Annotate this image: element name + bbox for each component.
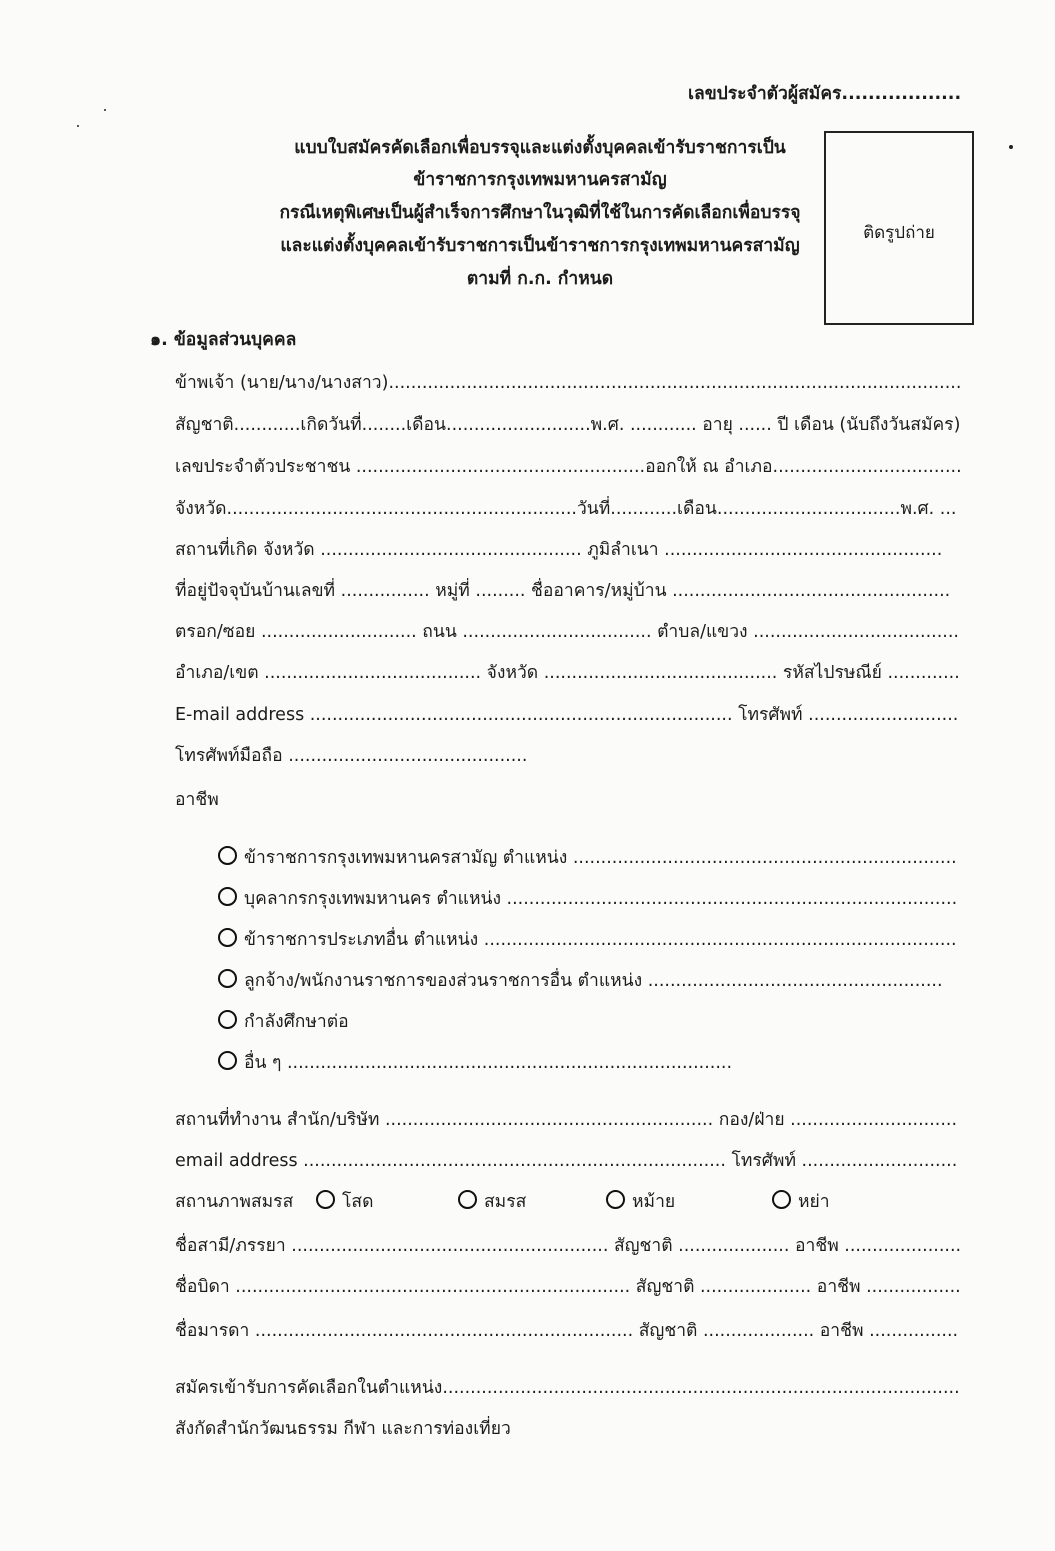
- radio-circle-icon[interactable]: [606, 1190, 625, 1209]
- address-line[interactable]: ที่อยู่ปัจจุบันบ้านเลขที่ ................ หมู่ที่ ......... ชื่ออาคาร/หมู่บ้าน ..................................................: [175, 581, 951, 601]
- radio-circle-icon[interactable]: [218, 887, 237, 906]
- radio-circle-icon[interactable]: [458, 1190, 477, 1209]
- apply-position-line[interactable]: สมัครเข้ารับการคัดเลือกในตำแหน่ง.............................................................................................: [175, 1378, 960, 1398]
- section-heading: ๑. ข้อมูลส่วนบุคคล: [150, 330, 297, 350]
- applicant-id-line: เลขประจำตัวผู้สมัคร..................: [688, 84, 962, 104]
- scan-speck: [1009, 145, 1013, 149]
- affiliation-line: สังกัดสำนักวัฒนธรรม กีฬา และการท่องเที่ยว: [175, 1419, 511, 1439]
- id-card-line[interactable]: เลขประจำตัวประชาชน ....................................................ออกให้ ณ อำเภอ..................................: [175, 457, 962, 477]
- radio-circle-icon[interactable]: [218, 846, 237, 865]
- occupation-option-bma-personnel[interactable]: บุคลากรกรุงเทพมหานคร ตำแหน่ง .................................................................................: [218, 887, 957, 910]
- occupation-option-other[interactable]: อื่น ๆ ................................................................................: [218, 1051, 732, 1074]
- district-line[interactable]: อำเภอ/เขต ....................................... จังหวัด .......................................... รหัสไปรษณีย์ .............: [175, 663, 960, 683]
- name-line[interactable]: ข้าพเจ้า (นาย/นาง/นางสาว).......................................................................................................: [175, 373, 962, 393]
- spouse-line[interactable]: ชื่อสามี/ภรรยา ......................................................... สัญชาติ .................... อาชีพ .....................: [175, 1236, 962, 1256]
- occupation-label: อาชีพ: [175, 790, 219, 810]
- radio-circle-icon[interactable]: [772, 1190, 791, 1209]
- occupation-option-other-civil-servant[interactable]: ข้าราชการประเภทอื่น ตำแหน่ง .....................................................................................: [218, 928, 957, 951]
- occupation-option-student[interactable]: กำลังศึกษาต่อ: [218, 1010, 349, 1033]
- father-line[interactable]: ชื่อบิดา ....................................................................... สัญชาติ .................... อาชีพ .................: [175, 1277, 961, 1297]
- birth-line[interactable]: สัญชาติ............เกิดวันที่........เดือน..........................พ.ศ. ............ อายุ ...... ปี เดือน (นับถึงวันสมัคร): [175, 415, 961, 435]
- marital-status-label: สถานภาพสมรส: [175, 1192, 294, 1212]
- photo-box: [824, 131, 974, 325]
- scan-speck: [77, 125, 79, 127]
- workplace-line[interactable]: สถานที่ทำงาน สำนัก/บริษัท ........................................................... กอง/ฝ่าย ..............................: [175, 1110, 958, 1130]
- birthplace-line[interactable]: สถานที่เกิด จังหวัด ............................................... ภูมิลำเนา ..................................................: [175, 540, 943, 560]
- form-title-line-1: แบบใบสมัครคัดเลือกเพื่อบรรจุและแต่งตั้งบุคคลเข้ารับราชการเป็น: [294, 138, 786, 158]
- radio-circle-icon[interactable]: [316, 1190, 335, 1209]
- radio-circle-icon[interactable]: [218, 1010, 237, 1029]
- mother-line[interactable]: ชื่อมารดา .................................................................... สัญชาติ .................... อาชีพ ................: [175, 1321, 959, 1341]
- marital-option-married[interactable]: สมรส: [458, 1190, 526, 1213]
- marital-option-single[interactable]: โสด: [316, 1190, 373, 1213]
- form-title-line-4: และแต่งตั้งบุคคลเข้ารับราชการเป็นข้าราชการกรุงเทพมหานครสามัญ: [280, 236, 800, 256]
- mobile-line[interactable]: โทรศัพท์มือถือ ...........................................: [175, 746, 528, 766]
- marital-option-divorced[interactable]: หย่า: [772, 1190, 830, 1213]
- email-phone-line[interactable]: E-mail address ............................................................................ โทรศัพท์ ...........................: [175, 705, 959, 725]
- scan-speck: [104, 109, 106, 111]
- radio-circle-icon[interactable]: [218, 928, 237, 947]
- photo-label: ติดรูปถ่าย: [863, 223, 935, 243]
- street-line[interactable]: ตรอก/ซอย ............................ ถนน .................................. ตำบล/แขวง .....................................: [175, 622, 959, 642]
- province-date-line[interactable]: จังหวัด...............................................................วันที่............เดือน.................................พ.ศ. ...: [175, 499, 957, 519]
- form-title-line-5: ตามที่ ก.ก. กำหนด: [466, 269, 614, 289]
- occupation-option-bma-civil-servant[interactable]: ข้าราชการกรุงเทพมหานครสามัญ ตำแหน่ง .....................................................................: [218, 846, 957, 869]
- marital-option-widowed[interactable]: หม้าย: [606, 1190, 675, 1213]
- work-email-line[interactable]: email address ............................................................................ โทรศัพท์ ............................: [175, 1151, 958, 1171]
- form-title-line-3: กรณีเหตุพิเศษเป็นผู้สำเร็จการศึกษาในวุฒิที่ใช้ในการคัดเลือกเพื่อบรรจุ: [279, 203, 801, 223]
- radio-circle-icon[interactable]: [218, 1051, 237, 1070]
- occupation-option-employee[interactable]: ลูกจ้าง/พนักงานราชการของส่วนราชการอื่น ตำแหน่ง .....................................................: [218, 969, 943, 992]
- form-title-line-2: ข้าราชการกรุงเทพมหานครสามัญ: [413, 170, 667, 190]
- radio-circle-icon[interactable]: [218, 969, 237, 988]
